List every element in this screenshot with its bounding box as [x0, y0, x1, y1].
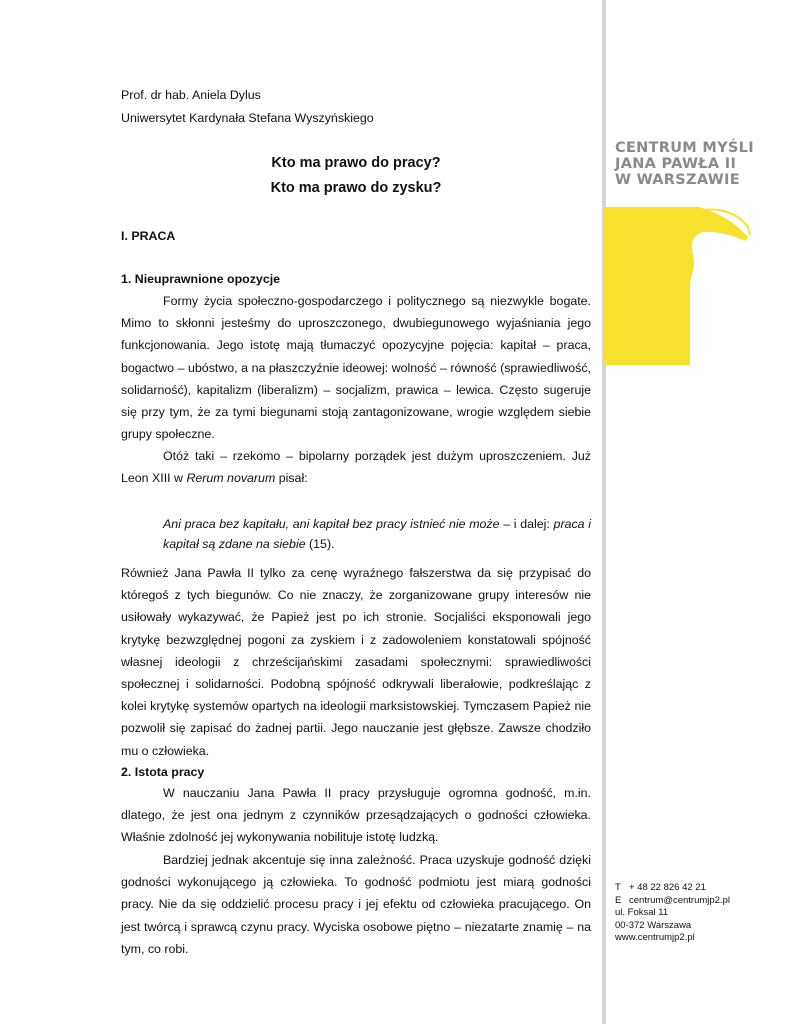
section-2-paragraph-1: W nauczaniu Jana Pawła II pracy przysługuje ogromna godność, m.in. dlatego, że jest ona jednym z czynników przesądzających o godności człowieka. Właśnie zdolność jej wykonywania nobilituje istotę ludzką.	[121, 786, 591, 845]
section-1-paragraph-1: Formy życia społeczno-gospodarczego i politycznego są niezwykle bogate. Mimo to skłonni jesteśmy do uproszczonego, dwubiegunowego wyjaśniania jego funkcjonowania. Jego istotę mają tłumaczyć opozycyjne pojęcia: kapitał – praca, bogactwo – ubóstwo, a na płaszczyźnie ideowej: wolność – równość (sprawiedliwość, solidarność), kapitalizm (liberalizm) – socjalizm, prawica – lewica. Często sugeruje się przy tym, że za tymi biegunami stoją zantagonizowane, wrogie względem siebie grupy społeczne.	[121, 294, 591, 442]
brand-line-1: CENTRUM MYŚLI	[615, 140, 754, 156]
section-2-heading: 2. Istota pracy	[121, 765, 205, 779]
brand-name	[615, 140, 785, 188]
phone-label: T	[615, 882, 621, 893]
block-quote	[163, 515, 591, 554]
brand-line-3: W WARSZAWIE	[615, 172, 740, 188]
section-2-paragraph-2: Bardziej jednak akcentuje się inna zależność. Praca uzyskuje godność dzięki godności wykonującego ją człowieka. To godność podmiotu jest miarą godności pracy. Nie da się oddzielić procesu pracy i jej efektu od człowieka pracującego. On jest twórcą i sprawcą czynu pracy. Wyciska osobowe piętno – niezatarte znamię – na tym, co robi.	[121, 853, 591, 956]
section-1-paragraph-3: Również Jana Pawła II tylko za cenę wyraźnego fałszerstwa da się przypisać do któregoś z tych biegunów. Co nie znaczy, że zorganizowane grupy interesów nie usiłowały wykazywać, że Papież jest po ich stronie. Socjaliści eksponowali jego krytykę bezwzględnej pogoni za zyskiem i z zadowoleniem konstatowali spójność własnej ideologii z chrześcijańskimi zasadami społecznymi: sprawiedliwości społecznej i solidarności. Podobną spójność odkrywali liberałowie, podkreślając z kolei krytykę systemów opartych na ideologii marksistowskiej. Tymczasem Papież nie pozwolił się zapisać do żadnej partii. Jego nauczanie jest głębsze. Zawsze chodziło mu o człowieka.	[121, 566, 591, 758]
encyclical-title: Rerum novarum	[186, 471, 276, 486]
paragraph-2-text-a: Otóż taki – rzekomo – bipolarny porządek jest dużym uproszczeniem. Już Leon XIII w	[121, 449, 591, 486]
contact-website: www.centrumjp2.pl	[615, 932, 695, 943]
quote-part-2: praca i kapitał są zdane na siebie	[163, 517, 591, 551]
contact-email	[615, 895, 785, 908]
page-title-line-1: Kto ma prawo do pracy?	[271, 155, 441, 171]
contact-street: ul. Foksal 11	[615, 907, 669, 918]
phone-value: + 48 22 826 42 21	[629, 882, 706, 893]
contact-city: 00-372 Warszawa	[615, 919, 692, 931]
contact-block	[615, 882, 785, 945]
sidebar-rule	[602, 0, 606, 1024]
quote-part-1: Ani praca bez kapitału, ani kapitał bez pracy istnieć nie może	[163, 517, 500, 531]
part-heading: I. PRACA	[121, 229, 176, 243]
email-value: centrum@centrumjp2.pl	[629, 894, 730, 906]
quote-reference: (15).	[305, 536, 335, 551]
author-name: Prof. dr hab. Aniela Dylus	[121, 88, 261, 102]
brand-line-2: JANA PAWŁA II	[615, 156, 737, 172]
section-1-heading: 1. Nieuprawnione opozycje	[121, 272, 281, 286]
email-label: E	[615, 894, 622, 906]
paragraph-2-text-b: pisał:	[275, 471, 308, 486]
author-affiliation: Uniwersytet Kardynała Stefana Wyszyńskiego	[121, 111, 374, 125]
quote-connector: – i dalej:	[499, 517, 554, 531]
page-title-line-2: Kto ma prawo do zysku?	[270, 180, 442, 196]
contact-phone	[615, 882, 785, 895]
section-1-paragraph-2	[121, 445, 591, 489]
logo-figure-icon	[604, 205, 754, 365]
